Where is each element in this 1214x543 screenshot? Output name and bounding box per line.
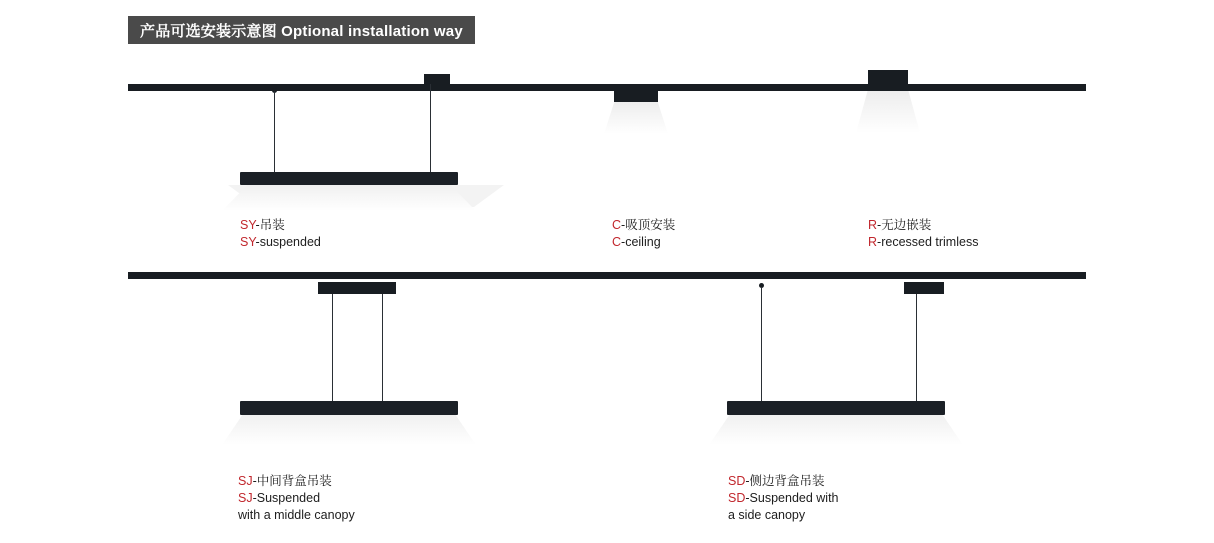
label-sd bbox=[728, 473, 839, 524]
label-sd-line-3: a side canopy bbox=[728, 508, 806, 522]
label-sj-sep-en: - bbox=[252, 491, 257, 505]
sj-canopy bbox=[318, 282, 396, 294]
label-r-code-cn: R bbox=[868, 218, 878, 232]
sd-wire-left bbox=[761, 287, 762, 401]
sd-luminaire bbox=[727, 401, 945, 415]
label-sj bbox=[238, 473, 355, 524]
sd-glow-shape bbox=[709, 415, 963, 445]
label-c-text-cn: 吸顶安装 bbox=[625, 218, 676, 232]
label-c-code-cn: C bbox=[612, 218, 622, 232]
label-sd-code-cn: SD bbox=[728, 474, 746, 488]
ceiling-rail-bottom bbox=[128, 272, 1086, 279]
page-title bbox=[128, 16, 475, 44]
label-sj-line-cn bbox=[238, 473, 355, 490]
label-sj-code-en: SJ bbox=[238, 491, 253, 505]
label-sj-code-cn: SJ bbox=[238, 474, 253, 488]
label-sj-line-3: with a middle canopy bbox=[238, 508, 355, 522]
r-recessed-luminaire bbox=[868, 70, 908, 84]
label-sy-text-cn: 吊装 bbox=[259, 218, 285, 232]
sy-wire-left bbox=[274, 91, 275, 173]
label-r-line-cn bbox=[868, 217, 978, 234]
sj-glow-shape bbox=[222, 415, 476, 445]
label-sy-sep-cn: - bbox=[255, 218, 260, 232]
sd-canopy bbox=[904, 282, 944, 294]
label-sy-line-cn bbox=[240, 217, 321, 234]
label-sj-sep-cn: - bbox=[252, 474, 257, 488]
page-title-text: 产品可选安装示意图 Optional installation way bbox=[140, 22, 463, 40]
c-glow-shape bbox=[604, 102, 668, 134]
label-sd-text-cn: 侧边背盒吊装 bbox=[749, 474, 825, 488]
sd-wire-right bbox=[916, 294, 917, 401]
label-sd-code-en: SD bbox=[728, 491, 746, 505]
label-sd-sep-cn: - bbox=[745, 474, 750, 488]
label-sy bbox=[240, 217, 321, 251]
label-r-sep-en: - bbox=[877, 235, 882, 249]
label-r-sep-cn: - bbox=[877, 218, 882, 232]
label-sy-text-en: suspended bbox=[259, 235, 321, 249]
sj-luminaire bbox=[240, 401, 458, 415]
sy-canopy bbox=[424, 74, 450, 84]
label-sy-line-en bbox=[240, 234, 321, 251]
label-c-sep-cn: - bbox=[621, 218, 626, 232]
label-sd-line-en bbox=[728, 490, 839, 507]
label-r-code-en: R bbox=[868, 235, 878, 249]
label-sj-text-en: Suspended bbox=[256, 491, 321, 505]
c-surface-luminaire bbox=[614, 88, 658, 102]
label-r-text-cn: 无边嵌装 bbox=[881, 218, 932, 232]
sj-wire-left bbox=[332, 294, 333, 402]
sy-wire-right bbox=[430, 84, 431, 173]
label-c-line-cn bbox=[612, 217, 675, 234]
label-r bbox=[868, 217, 978, 251]
label-c-text-en: ceiling bbox=[625, 235, 661, 249]
label-c-line-en bbox=[612, 234, 675, 251]
label-sj-text-cn: 中间背盒吊装 bbox=[256, 474, 332, 488]
label-sy-sep-en: - bbox=[255, 235, 260, 249]
label-sj-line-en bbox=[238, 490, 355, 507]
sy-glow-shape bbox=[222, 185, 476, 211]
label-sd-line-cn bbox=[728, 473, 839, 490]
label-c-code-en: C bbox=[612, 235, 622, 249]
label-sd-sep-en: - bbox=[745, 491, 750, 505]
label-sd-text-en: Suspended with bbox=[749, 491, 839, 505]
label-sy-code-en: SY bbox=[240, 235, 256, 249]
label-r-text-en: recessed trimless bbox=[881, 235, 979, 249]
label-sy-code-cn: SY bbox=[240, 218, 256, 232]
sj-wire-right bbox=[382, 294, 383, 402]
label-c-sep-en: - bbox=[621, 235, 626, 249]
label-r-line-en bbox=[868, 234, 978, 251]
sy-luminaire bbox=[240, 172, 458, 185]
r-glow-shape bbox=[856, 91, 920, 133]
label-c bbox=[612, 217, 675, 251]
